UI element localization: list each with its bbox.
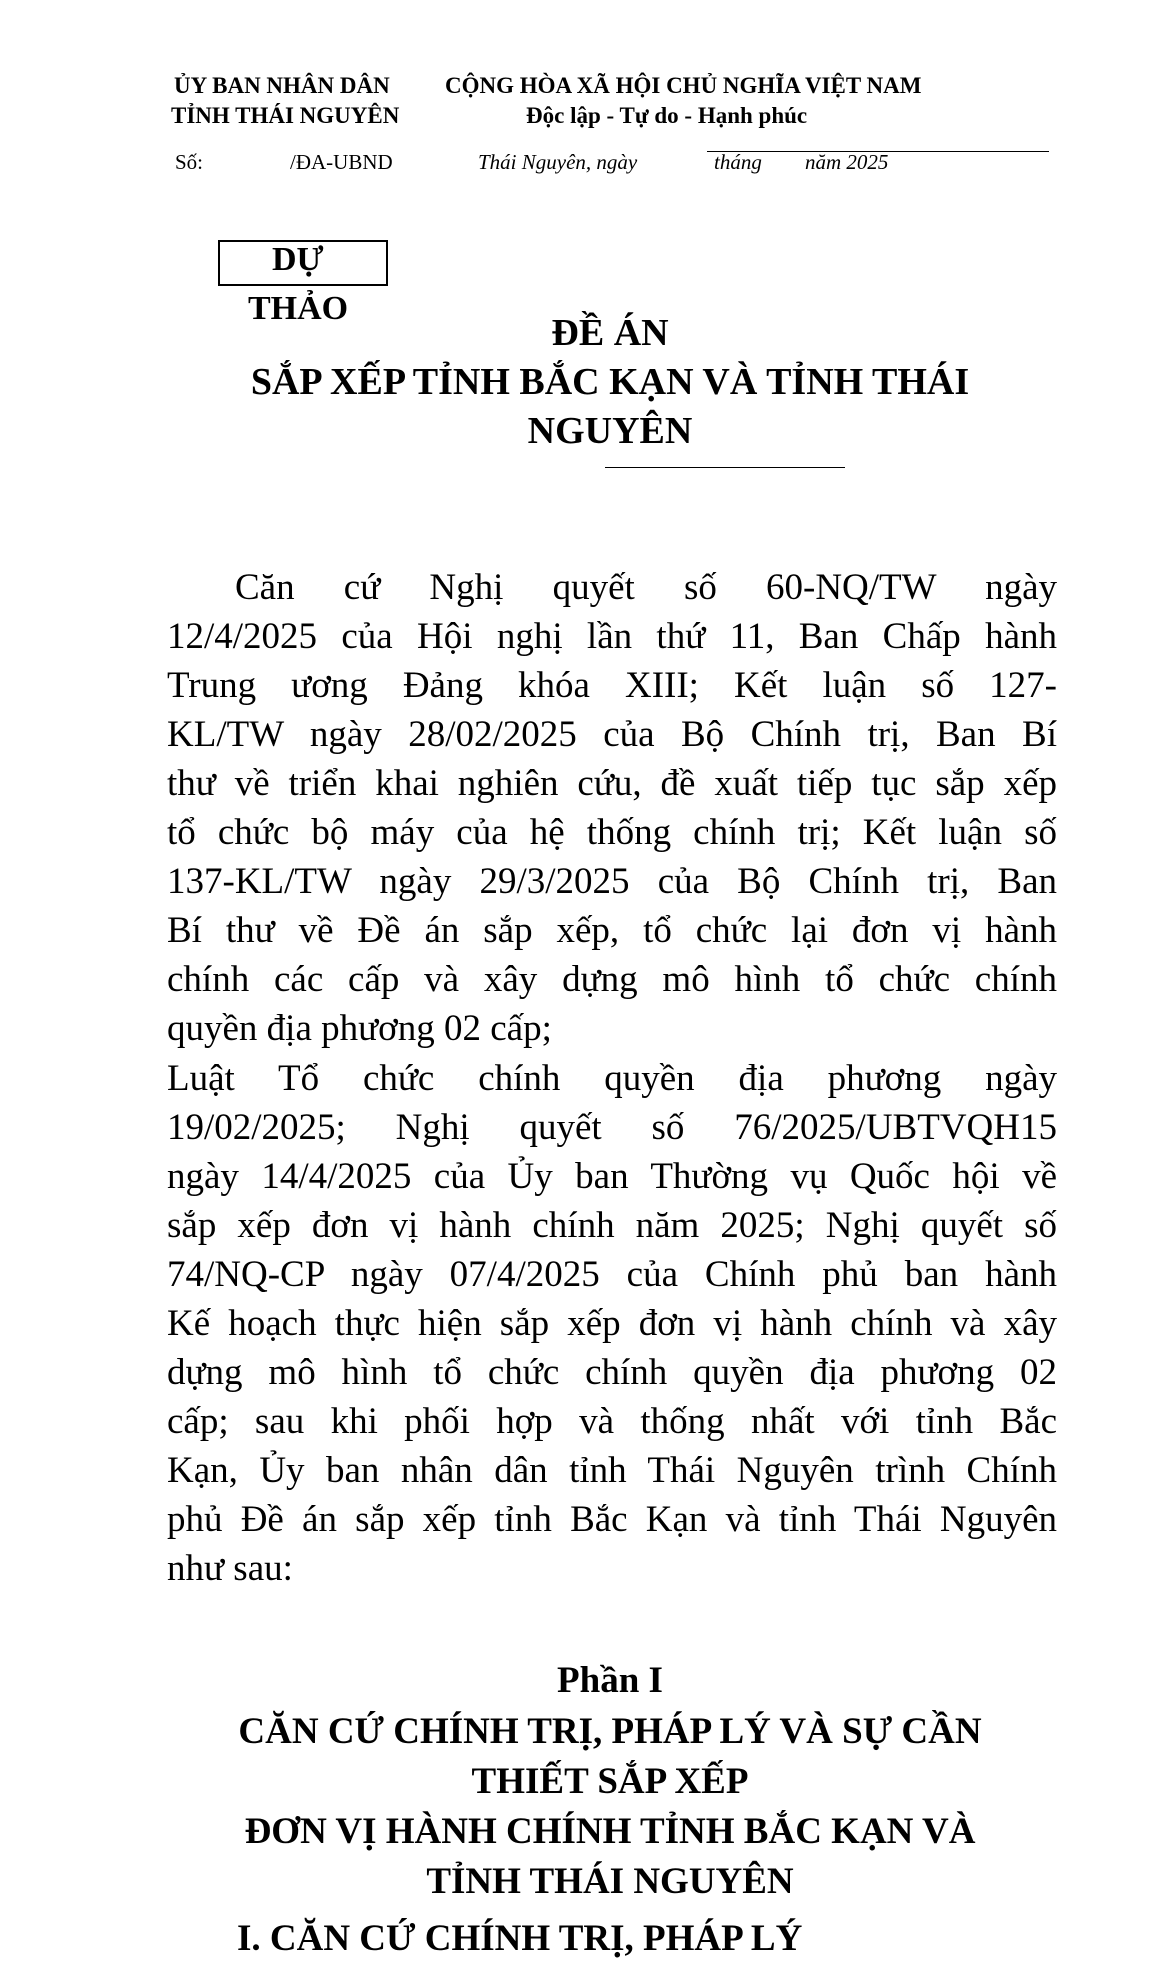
body-line: 12/4/2025 của Hội nghị lần thứ 11, Ban Chấp hành	[167, 616, 1057, 657]
body-line: thư về triển khai nghiên cứu, đề xuất tiếp tục sắp xếp	[167, 763, 1057, 804]
month-label: tháng	[714, 150, 762, 174]
document-number-code: /ĐA-UBND	[290, 150, 393, 174]
body-line: dựng mô hình tổ chức chính quyền địa phương 02	[167, 1352, 1057, 1393]
body-line: 137-KL/TW ngày 29/3/2025 của Bộ Chính trị, Ban	[167, 861, 1057, 902]
draft-stamp-line1: DỰ	[272, 241, 324, 278]
section-heading-line2: THIẾT SẮP XẾP	[471, 1761, 749, 1802]
body-line: sắp xếp đơn vị hành chính năm 2025; Nghị quyết số	[167, 1205, 1057, 1246]
place-date: Thái Nguyên, ngày	[478, 150, 638, 174]
document-subtitle: SẮP XẾP TỈNH BẮC KẠN VÀ TỈNH THÁI NGUYÊN	[250, 361, 970, 452]
body-line: Kế hoạch thực hiện sắp xếp đơn vị hành chính và xây	[167, 1303, 1057, 1344]
body-line: Bí thư về Đề án sắp xếp, tổ chức lại đơn vị hành	[167, 910, 1057, 951]
document-number-label: Số:	[175, 150, 204, 174]
agency-name-line1: ỦY BAN NHÂN DÂN	[174, 73, 390, 98]
body-line: 74/NQ-CP ngày 07/4/2025 của Chính phủ ban hành	[167, 1254, 1057, 1295]
body-line: như sau:	[167, 1548, 293, 1589]
body-line: Kạn, Ủy ban nhân dân tỉnh Thái Nguyên trình Chính	[167, 1450, 1057, 1491]
title-underline	[605, 467, 845, 468]
body-line: phủ Đề án sắp xếp tỉnh Bắc Kạn và tỉnh Thái Nguyên	[167, 1499, 1057, 1540]
subsection-heading: I. CĂN CỨ CHÍNH TRỊ, PHÁP LÝ	[237, 1918, 803, 1959]
national-motto: Độc lập - Tự do - Hạnh phúc	[526, 103, 808, 128]
body-line: Trung ương Đảng khóa XIII; Kết luận số 127-	[167, 665, 1057, 706]
paragraph-legal-basis-2	[167, 1054, 1057, 1593]
document-title: ĐỀ ÁN	[551, 312, 669, 354]
body-line: chính các cấp và xây dựng mô hình tổ chức chính	[167, 959, 1057, 1000]
national-title: CỘNG HÒA XÃ HỘI CHỦ NGHĨA VIỆT NAM	[445, 73, 922, 98]
body-line: quyền địa phương 02 cấp;	[167, 1008, 552, 1049]
section-part-label: Phần I	[557, 1660, 663, 1701]
agency-name-line2: TỈNH THÁI NGUYÊN	[171, 103, 400, 128]
paragraph-legal-basis-1	[167, 563, 1057, 1053]
section-heading-line1: CĂN CỨ CHÍNH TRỊ, PHÁP LÝ VÀ SỰ CẦN	[238, 1711, 982, 1752]
body-line: Căn cứ Nghị quyết số 60-NQ/TW ngày	[235, 567, 1057, 608]
body-line: cấp; sau khi phối hợp và thống nhất với tỉnh Bắc	[167, 1401, 1057, 1442]
section-heading-line3: ĐƠN VỊ HÀNH CHÍNH TỈNH BẮC KẠN VÀ	[244, 1811, 976, 1852]
body-line: 19/02/2025; Nghị quyết số 76/2025/UBTVQH15	[167, 1107, 1057, 1148]
body-line: KL/TW ngày 28/02/2025 của Bộ Chính trị, Ban Bí	[167, 714, 1057, 755]
year-label: năm 2025	[805, 150, 889, 174]
section-heading-line4: TỈNH THÁI NGUYÊN	[426, 1861, 794, 1902]
body-line: ngày 14/4/2025 của Ủy ban Thường vụ Quốc hội về	[167, 1156, 1057, 1197]
draft-stamp-line2: THẢO	[248, 290, 349, 327]
body-line: Luật Tổ chức chính quyền địa phương ngày	[167, 1058, 1057, 1099]
body-line: tổ chức bộ máy của hệ thống chính trị; Kết luận số	[167, 812, 1057, 853]
